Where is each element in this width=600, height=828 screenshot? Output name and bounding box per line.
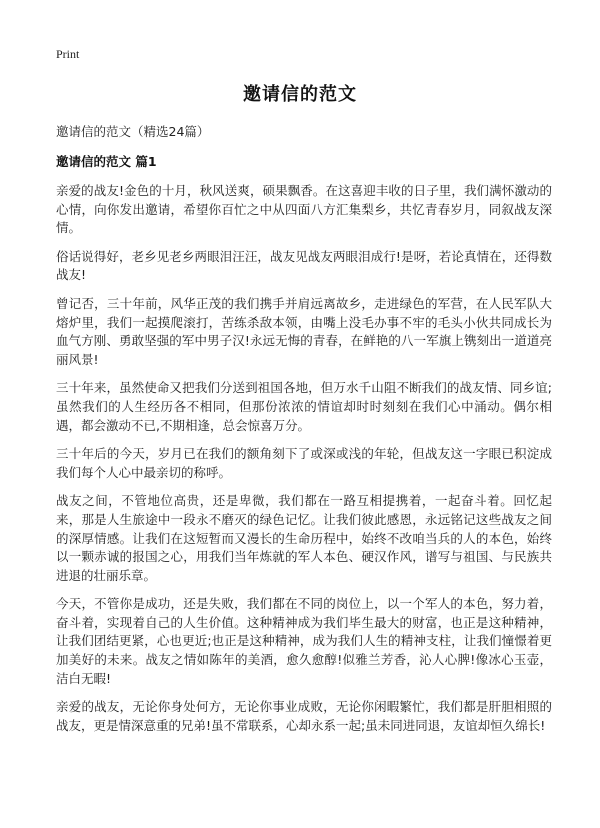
print-label: Print [56, 47, 80, 61]
page-title: 邀请信的范文 [243, 84, 357, 105]
paragraph: 三十年后的今天，岁月已在我们的额角刻下了或深或浅的年轮，但战友这一字眼已积淀成我们每个人心中最亲切的称呼。 [56, 446, 552, 480]
paragraph: 三十年来，虽然使命又把我们分送到祖国各地，但万水千山阻不断我们的战友情、同乡谊;虽然我们的人生经历各不相同，但那份浓浓的情谊却时时刻刻在我们心中涌动。偶尔相遇，都会激动不已,不期相逢，总会惊喜万分。 [56, 380, 552, 433]
section-heading: 邀请信的范文 篇1 [56, 154, 157, 169]
document-body [56, 182, 552, 745]
paragraph: 今天，不管你是成功，还是失败，我们都在不同的岗位上，以一个军人的本色，努力着，奋斗着，实现着自己的人生价值。这种精神成为我们毕生最大的财富，也正是这种精神，让我们团结更紧，心也更近;也正是这种精神，成为我们人生的精神支柱，让我们憧憬着更加美好的未来。战友之情如陈年的美酒，愈久愈醇!似雅兰芳香，沁人心脾!像冰心玉壶，洁白无暇! [56, 596, 552, 686]
paragraph: 亲爱的战友，无论你身处何方，无论你事业成败，无论你闲暇繁忙，我们都是肝胆相照的战友，更是情深意重的兄弟!虽不常联系，心却永系一起;虽未同进同退，友谊却恒久绵长! [56, 699, 552, 733]
paragraph: 战友之间，不管地位高贵，还是卑微，我们都在一路互相提携着，一起奋斗着。回忆起来，那是人生旅途中一段永不磨灭的绿色记忆。让我们彼此感恩，永远铭记这些战友之间的深厚情感。让我们在这短暂而又漫长的生命历程中，始终不改咱当兵的人的本色，始终以一颗赤诚的报国之心，用我们当年炼就的军人本色、硬汉作风，谱写与祖国、与民族共进退的壮丽乐章。 [56, 493, 552, 583]
paragraph: 俗话说得好，老乡见老乡两眼泪汪汪，战友见战友两眼泪成行!是呀，若论真情在，还得数战友! [56, 248, 552, 283]
document-subtitle: 邀请信的范文（精选24篇） [56, 124, 210, 139]
paragraph: 曾记否，三十年前，风华正茂的我们携手并肩远离故乡，走进绿色的军营，在人民军队大熔炉里，我们一起摸爬滚打，苦练杀敌本领，由嘴上没毛办事不牢的毛头小伙共同成长为血气方刚、勇敢坚强的军中男子汉!永远无悔的青春，在鲜艳的八一军旗上镌刻出一道道亮丽风景! [56, 295, 552, 367]
paragraph: 亲爱的战友!金色的十月，秋风送爽，硕果飘香。在这喜迎丰收的日子里，我们满怀激动的心情，向你发出邀请，希望你百忙之中从四面八方汇集梨乡，共忆青春岁月，同叙战友深情。 [56, 183, 552, 236]
